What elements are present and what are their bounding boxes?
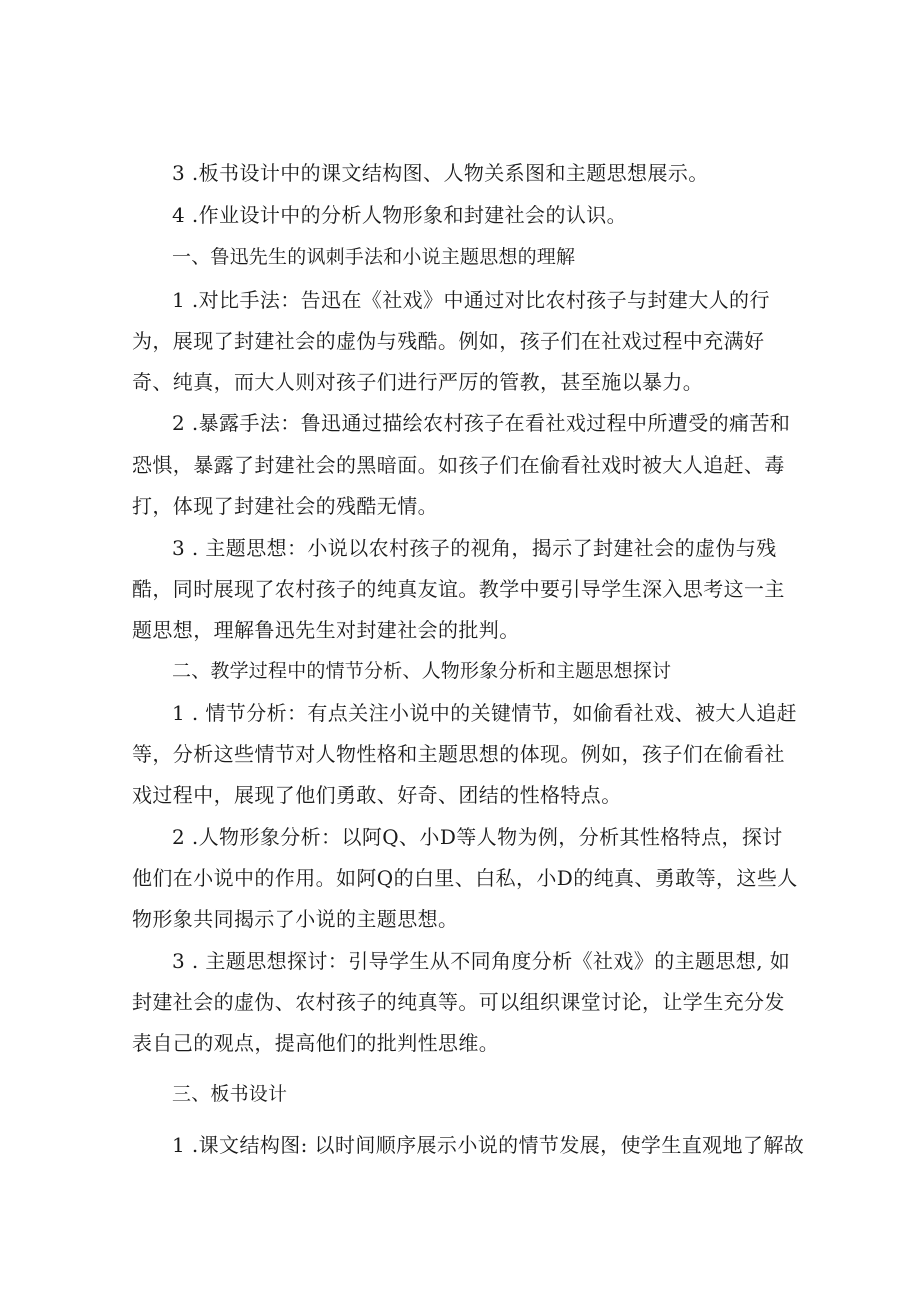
paragraph-line: 3 .板书设计中的课文结构图、人物关系图和主题思想展示。 bbox=[172, 161, 709, 185]
paragraph-line: 题思想，理解鲁迅先生对封建社会的批判。 bbox=[132, 618, 520, 642]
paragraph-line: 2 .人物形象分析：以阿Q、小D等人物为例，分析其性格特点，探讨 bbox=[172, 825, 783, 849]
paragraph-line: 3 . 主题思想探讨：引导学生从不同角度分析《社戏》的主题思想, 如 bbox=[172, 949, 791, 973]
paragraph-line: 为，展现了封建社会的虚伪与残酷。例如，孩子们在社戏过程中充满好 bbox=[132, 329, 765, 353]
paragraph-line: 物形象共同揭示了小说的主题思想。 bbox=[132, 907, 459, 931]
section-heading-1: 一、鲁迅先生的讽刺手法和小说主题思想的理解 bbox=[172, 246, 576, 268]
paragraph-line: 奇、纯真，而大人则对孩子们进行严厉的管教，甚至施以暴力。 bbox=[132, 370, 704, 394]
paragraph-line: 封建社会的虚伪、农村孩子的纯真等。可以组织课堂讨论，让学生充分发 bbox=[132, 990, 785, 1014]
paragraph-line: 酷，同时展现了农村孩子的纯真友谊。教学中要引导学生深入思考这一主 bbox=[132, 577, 785, 601]
paragraph-line: 他们在小说中的作用。如阿Q的白里、白私，小D的纯真、勇敢等，这些人 bbox=[132, 866, 798, 890]
section-heading-2: 二、教学过程中的情节分析、人物形象分析和主题思想探讨 bbox=[172, 660, 672, 682]
paragraph-line: 1 .课文结构图: 以时间顺序展示小说的情节发展，使学生直观地了解故 bbox=[172, 1133, 805, 1157]
paragraph-line: 3 . 主题思想：小说以农村孩子的视角，揭示了封建社会的虚伪与残 bbox=[172, 536, 777, 560]
paragraph-line: 1 .对比手法：告迅在《社戏》中通过对比农村孩子与封建大人的行 bbox=[172, 288, 770, 312]
paragraph-line: 等，分析这些情节对人物性格和主题思想的体现。例如，孩子们在偷看社 bbox=[132, 742, 785, 766]
paragraph-line: 戏过程中，展现了他们勇敢、好奇、团结的性格特点。 bbox=[132, 783, 622, 807]
paragraph-line: 4 .作业设计中的分析人物形象和封建社会的认识。 bbox=[172, 203, 628, 227]
paragraph-line: 恐惧，暴露了封建社会的黑暗面。如孩子们在偷看社戏时被大人追赶、毒 bbox=[132, 453, 785, 477]
paragraph-line: 打，体现了封建社会的残酷无情。 bbox=[132, 494, 438, 518]
section-heading-3: 三、板书设计 bbox=[172, 1083, 288, 1105]
paragraph-line: 1 . 情节分析：有点关注小说中的关键情节，如偷看社戏、被大人追赶 bbox=[172, 701, 797, 725]
paragraph-line: 2 .暴露手法：鲁迅通过描绘农村孩子在看社戏过程中所遭受的痛苦和 bbox=[172, 411, 791, 435]
paragraph-line: 表自己的观点，提高他们的批判性思维。 bbox=[132, 1031, 500, 1055]
